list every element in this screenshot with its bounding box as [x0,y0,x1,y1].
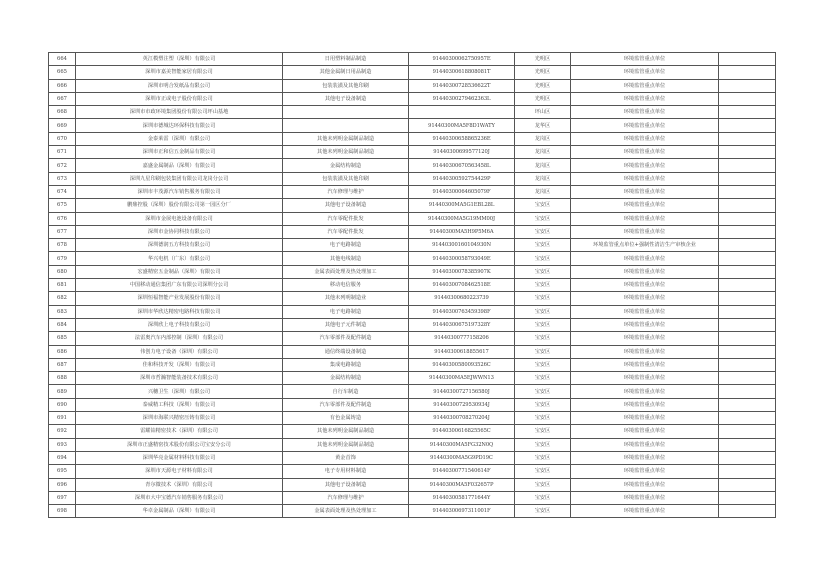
note-cell [719,358,776,371]
category-cell: 环境监管重点单位 [571,119,719,132]
category-cell: 环境监管重点单位 [571,225,719,238]
credit-code-cell: 91440300616825565C [409,425,515,438]
table-row [49,172,776,185]
industry-cell: 金属结构制造 [283,159,409,172]
industry-cell: 电子电路制造 [283,305,409,318]
district-cell: 宝安区 [515,305,571,318]
credit-code-cell: 91440300708462518E [409,279,515,292]
company-name-cell: 深圳市丰茂源汽车销售服务有限公司 [76,185,283,198]
note-cell [719,465,776,478]
table-row [49,265,776,278]
note-cell [719,412,776,425]
industry-cell: 金属表面处理及热处理加工 [283,265,409,278]
district-cell: 宝安区 [515,279,571,292]
table-row [49,305,776,318]
industry-cell: 汽车零配件批发 [283,225,409,238]
company-name-cell: 嘉盛金属制品（深圳）有限公司 [76,159,283,172]
industry-cell: 汽车修理与维护 [283,491,409,504]
table-row [49,146,776,159]
industry-cell: 其他电子设备制造 [283,92,409,105]
company-name-cell: 深圳市金展电池设备有限公司 [76,212,283,225]
credit-code-cell: 91440300MA5F8D1WATY [409,119,515,132]
industry-cell: 其他电子设备制造 [283,199,409,212]
row-number-cell: 675 [49,199,76,212]
company-name-cell: 英江模塑注塑（深圳）有限公司 [76,53,283,66]
credit-code-cell: 91440300777158206 [409,332,515,345]
company-name-cell: 深圳市市政环境集团股份有限公司坪山基地 [76,106,283,119]
company-name-cell: 宏盛精密五金制品（深圳）有限公司 [76,265,283,278]
credit-code-cell: 91440300MA5FG32N0Q [409,438,515,451]
company-name-cell: 深圳市金协同科技有限公司 [76,225,283,238]
company-name-cell: 深圳华亮金属材料科技有限公司 [76,451,283,464]
row-number-cell: 691 [49,412,76,425]
category-cell: 环境监管重点单位 [571,425,719,438]
row-number-cell: 666 [49,79,76,92]
table-row [49,106,776,119]
company-name-cell: 深圳市明合发纸品有限公司 [76,79,283,92]
category-cell: 环境监管重点单位 [571,185,719,198]
table-row [49,279,776,292]
company-name-cell: 鹏鼎控股（深圳）股份有限公司第一园区分厂 [76,199,283,212]
category-cell: 环境监管重点单位 [571,279,719,292]
credit-code-cell [409,106,515,119]
category-cell: 环境监管重点单位 [571,412,719,425]
note-cell [719,385,776,398]
company-name-cell: 中国移动通信集团广东有限公司深圳分公司 [76,279,283,292]
category-cell: 环境监管重点单位 [571,106,719,119]
category-cell: 环境监管重点单位 [571,478,719,491]
industry-cell: 包装装潢及其他印刷 [283,172,409,185]
district-cell: 宝安区 [515,318,571,331]
credit-code-cell: 91440300729530934J [409,398,515,411]
category-cell: 环境监管重点单位 [571,438,719,451]
row-number-cell: 676 [49,212,76,225]
credit-code-cell: 91440300658865236E [409,132,515,145]
industry-cell: 其他未列明制造业 [283,292,409,305]
district-cell: 宝安区 [515,252,571,265]
category-cell: 环境监管重点单位 [571,172,719,185]
row-number-cell: 686 [49,345,76,358]
category-cell: 环境监管重点单位 [571,318,719,331]
table-row [49,385,776,398]
note-cell [719,372,776,385]
credit-code-cell: 91440300MA5H9P5M6A [409,225,515,238]
table-row [49,53,776,66]
note-cell [719,132,776,145]
row-number-cell: 681 [49,279,76,292]
district-cell: 宝安区 [515,451,571,464]
table-row [49,478,776,491]
row-number-cell: 667 [49,92,76,105]
district-cell: 光明区 [515,66,571,79]
category-cell: 环境监管重点单位+强制性清洁生产审核企业 [571,239,719,252]
row-number-cell: 692 [49,425,76,438]
district-cell: 龙华区 [515,119,571,132]
note-cell [719,159,776,172]
row-number-cell: 689 [49,385,76,398]
district-cell: 宝安区 [515,225,571,238]
credit-code-cell: 91440300279462363L [409,92,515,105]
company-name-cell: 深圳德润五方科技有限公司 [76,239,283,252]
industry-cell: 其他电子元件制造 [283,318,409,331]
category-cell: 环境监管重点单位 [571,505,719,518]
table-row [49,345,776,358]
credit-code-cell: 91440300058793049E [409,252,515,265]
company-name-cell: 法雷奥汽车内部控制（深圳）有限公司 [76,332,283,345]
district-cell: 龙岗区 [515,185,571,198]
industry-cell: 移动电信服务 [283,279,409,292]
row-number-cell: 665 [49,66,76,79]
company-name-cell: 深圳恒福智能产业发展股份有限公司 [76,292,283,305]
note-cell [719,239,776,252]
company-name-cell: 深圳市正或电子股份有限公司 [76,92,283,105]
table-row [49,252,776,265]
credit-code-cell: 91440300675197328Y [409,318,515,331]
row-number-cell: 669 [49,119,76,132]
company-name-cell: 泰威精工科技（深圳）有限公司 [76,398,283,411]
row-number-cell: 694 [49,451,76,464]
row-number-cell: 674 [49,185,76,198]
industry-cell: 其他未列明金属制品制造 [283,132,409,145]
district-cell: 宝安区 [515,412,571,425]
industry-cell: 汽车零部件及配件制造 [283,398,409,411]
note-cell [719,185,776,198]
industry-cell: 汽车修理与维护 [283,185,409,198]
company-name-cell: 华兴电机（广东）有限公司 [76,252,283,265]
credit-code-cell: 91440300728536622T [409,79,515,92]
district-cell: 宝安区 [515,345,571,358]
credit-code-cell: 91440300580093526C [409,358,515,371]
category-cell: 环境监管重点单位 [571,305,719,318]
credit-code-cell: 91440300727156580J [409,385,515,398]
company-name-cell: 深圳市德城达环保科技有限公司 [76,119,283,132]
industry-cell: 其他金属制日用品制造 [283,66,409,79]
table-row [49,491,776,504]
industry-cell: 汽车零部件及配件制造 [283,332,409,345]
category-cell: 环境监管重点单位 [571,265,719,278]
credit-code-cell: 91440300MA5EJWWN13 [409,372,515,385]
note-cell [719,279,776,292]
district-cell: 宝安区 [515,385,571,398]
industry-cell: 包装装潢及其他印刷 [283,79,409,92]
category-cell: 环境监管重点单位 [571,146,719,159]
note-cell [719,66,776,79]
table-row [49,425,776,438]
company-name-cell: 青尔微技术（深圳）有限公司 [76,478,283,491]
district-cell: 宝安区 [515,292,571,305]
credit-code-cell: 91440300MA5F032657P [409,478,515,491]
district-cell: 宝安区 [515,478,571,491]
district-cell: 坪山区 [515,106,571,119]
district-cell: 龙岗区 [515,159,571,172]
category-cell: 环境监管重点单位 [571,79,719,92]
company-name-cell: 兴穗卫生（深圳）有限公司 [76,385,283,398]
industry-cell [283,119,409,132]
row-number-cell: 673 [49,172,76,185]
row-number-cell: 685 [49,332,76,345]
credit-code-cell: 91440300MA5G9PD19C [409,451,515,464]
industry-cell: 其他电子设备制造 [283,478,409,491]
category-cell: 环境监管重点单位 [571,491,719,504]
category-cell: 环境监管重点单位 [571,385,719,398]
company-name-cell: 深圳市华欣达精密电路科技有限公司 [76,305,283,318]
table-body [49,53,776,518]
note-cell [719,332,776,345]
table-row [49,358,776,371]
table-row [49,66,776,79]
credit-code-cell: 91440300160104930N [409,239,515,252]
row-number-cell: 670 [49,132,76,145]
district-cell: 宝安区 [515,398,571,411]
row-number-cell: 672 [49,159,76,172]
credit-code-cell: 91440300078385907K [409,265,515,278]
row-number-cell: 693 [49,438,76,451]
row-number-cell: 671 [49,146,76,159]
credit-code-cell: 91440300064605079F [409,185,515,198]
row-number-cell: 677 [49,225,76,238]
company-name-cell: 深圳九星印刷包装集团有限公司龙岗分公司 [76,172,283,185]
note-cell [719,172,776,185]
note-cell [719,425,776,438]
note-cell [719,451,776,464]
table-row [49,505,776,518]
row-number-cell: 690 [49,398,76,411]
credit-code-cell: 91440300592754429P [409,172,515,185]
table-row [49,372,776,385]
row-number-cell: 696 [49,478,76,491]
note-cell [719,398,776,411]
row-number-cell: 687 [49,358,76,371]
note-cell [719,92,776,105]
district-cell: 宝安区 [515,265,571,278]
district-cell: 宝安区 [515,239,571,252]
note-cell [719,199,776,212]
district-cell: 龙岗区 [515,132,571,145]
table-row [49,132,776,145]
note-cell [719,292,776,305]
company-name-cell: 深圳市正和信五金制品有限公司 [76,146,283,159]
company-name-cell: 深圳市大中宝德汽车销售服务有限公司 [76,491,283,504]
district-cell: 光明区 [515,79,571,92]
category-cell: 环境监管重点单位 [571,398,719,411]
credit-code-cell: 91440300680223739 [409,292,515,305]
category-cell: 环境监管重点单位 [571,53,719,66]
credit-code-cell: 91440300699577120J [409,146,515,159]
industry-cell: 自行车制造 [283,385,409,398]
note-cell [719,106,776,119]
note-cell [719,305,776,318]
industry-cell: 其他未列明金属制品制造 [283,146,409,159]
district-cell: 宝安区 [515,425,571,438]
category-cell: 环境监管重点单位 [571,212,719,225]
table-row [49,451,776,464]
table-row [49,212,776,225]
credit-code-cell: 91440300MA5G1EBL28L [409,199,515,212]
credit-code-cell: 91440300771540614F [409,465,515,478]
row-number-cell: 697 [49,491,76,504]
industry-cell: 日用塑料制品制造 [283,53,409,66]
credit-code-cell: 91440300062750957E [409,53,515,66]
company-name-cell: 华卓金属制品（深圳）有限公司 [76,505,283,518]
note-cell [719,53,776,66]
credit-code-cell: 91440300708270204J [409,412,515,425]
note-cell [719,318,776,331]
category-cell: 环境监管重点单位 [571,345,719,358]
category-cell: 环境监管重点单位 [571,252,719,265]
note-cell [719,119,776,132]
note-cell [719,505,776,518]
district-cell: 龙岗区 [515,172,571,185]
row-number-cell: 678 [49,239,76,252]
note-cell [719,478,776,491]
note-cell [719,491,776,504]
company-name-cell: 深圳市海联兴精密压铸有限公司 [76,412,283,425]
table-row [49,79,776,92]
note-cell [719,265,776,278]
row-number-cell: 664 [49,53,76,66]
row-number-cell: 668 [49,106,76,119]
table-row [49,225,776,238]
category-cell: 环境监管重点单位 [571,292,719,305]
row-number-cell: 695 [49,465,76,478]
row-number-cell: 688 [49,372,76,385]
table-row [49,332,776,345]
note-cell [719,146,776,159]
credit-code-cell: 91440300581771644Y [409,491,515,504]
district-cell: 宝安区 [515,199,571,212]
credit-code-cell: 91440300MA5G19MM00J [409,212,515,225]
category-cell: 环境监管重点单位 [571,92,719,105]
company-name-cell: 深圳欣上电子科技有限公司 [76,318,283,331]
table-row [49,318,776,331]
company-name-cell: 佳和科技开发（深圳）有限公司 [76,358,283,371]
industry-cell: 金属结构制造 [283,372,409,385]
company-name-cell: 雷耀铂精密技术（深圳）有限公司 [76,425,283,438]
industry-cell: 集成电路制造 [283,358,409,371]
table-row [49,412,776,425]
credit-code-cell: 91440300697311001F [409,505,515,518]
district-cell: 宝安区 [515,438,571,451]
company-name-cell: 深圳市嘉美智能家居有限公司 [76,66,283,79]
row-number-cell: 698 [49,505,76,518]
category-cell: 环境监管重点单位 [571,66,719,79]
industry-cell: 汽车零配件批发 [283,212,409,225]
district-cell: 龙岗区 [515,146,571,159]
row-number-cell: 680 [49,265,76,278]
row-number-cell: 679 [49,252,76,265]
note-cell [719,79,776,92]
enterprise-list-table [48,52,776,518]
credit-code-cell: 91440300670563458L [409,159,515,172]
industry-cell: 电子电路制造 [283,239,409,252]
table-row [49,239,776,252]
district-cell: 宝安区 [515,358,571,371]
industry-cell: 其他未列明金属制品制造 [283,438,409,451]
district-cell: 宝安区 [515,491,571,504]
note-cell [719,252,776,265]
credit-code-cell: 91440300618855617 [409,345,515,358]
company-name-cell: 深圳市哲瀚智能装备技术有限公司 [76,372,283,385]
note-cell [719,225,776,238]
industry-cell [283,106,409,119]
category-cell: 环境监管重点单位 [571,199,719,212]
row-number-cell: 682 [49,292,76,305]
note-cell [719,212,776,225]
category-cell: 环境监管重点单位 [571,465,719,478]
category-cell: 环境监管重点单位 [571,159,719,172]
industry-cell: 电子专用材料制造 [283,465,409,478]
district-cell: 宝安区 [515,465,571,478]
category-cell: 环境监管重点单位 [571,132,719,145]
note-cell [719,438,776,451]
credit-code-cell: 91440300618808081T [409,66,515,79]
table-row [49,438,776,451]
table-row [49,465,776,478]
district-cell: 宝安区 [515,332,571,345]
district-cell: 宝安区 [515,372,571,385]
company-name-cell: 金泰莱雷（深圳）有限公司 [76,132,283,145]
category-cell: 环境监管重点单位 [571,451,719,464]
category-cell: 环境监管重点单位 [571,372,719,385]
note-cell [719,345,776,358]
category-cell: 环境监管重点单位 [571,358,719,371]
district-cell: 光明区 [515,53,571,66]
table-row [49,398,776,411]
district-cell: 光明区 [515,92,571,105]
industry-cell: 黄金首饰 [283,451,409,464]
company-name-cell: 深圳市天源电子材料有限公司 [76,465,283,478]
industry-cell: 金属表面处理及热处理加工 [283,505,409,518]
table-row [49,199,776,212]
table-row [49,159,776,172]
row-number-cell: 683 [49,305,76,318]
industry-cell: 有色金属铸造 [283,412,409,425]
credit-code-cell: 91440300763459398F [409,305,515,318]
district-cell: 宝安区 [515,212,571,225]
company-name-cell: 伟创力电子设备（深圳）有限公司 [76,345,283,358]
table-row [49,185,776,198]
row-number-cell: 684 [49,318,76,331]
category-cell: 环境监管重点单位 [571,332,719,345]
table-row [49,92,776,105]
table-row [49,119,776,132]
company-name-cell: 深圳市正盛精密技术股份有限公司宝安分公司 [76,438,283,451]
table-row [49,292,776,305]
industry-cell: 通信终端设备制造 [283,345,409,358]
industry-cell: 其他电线制造 [283,252,409,265]
industry-cell: 其他未列明金属制品制造 [283,425,409,438]
district-cell: 宝安区 [515,505,571,518]
